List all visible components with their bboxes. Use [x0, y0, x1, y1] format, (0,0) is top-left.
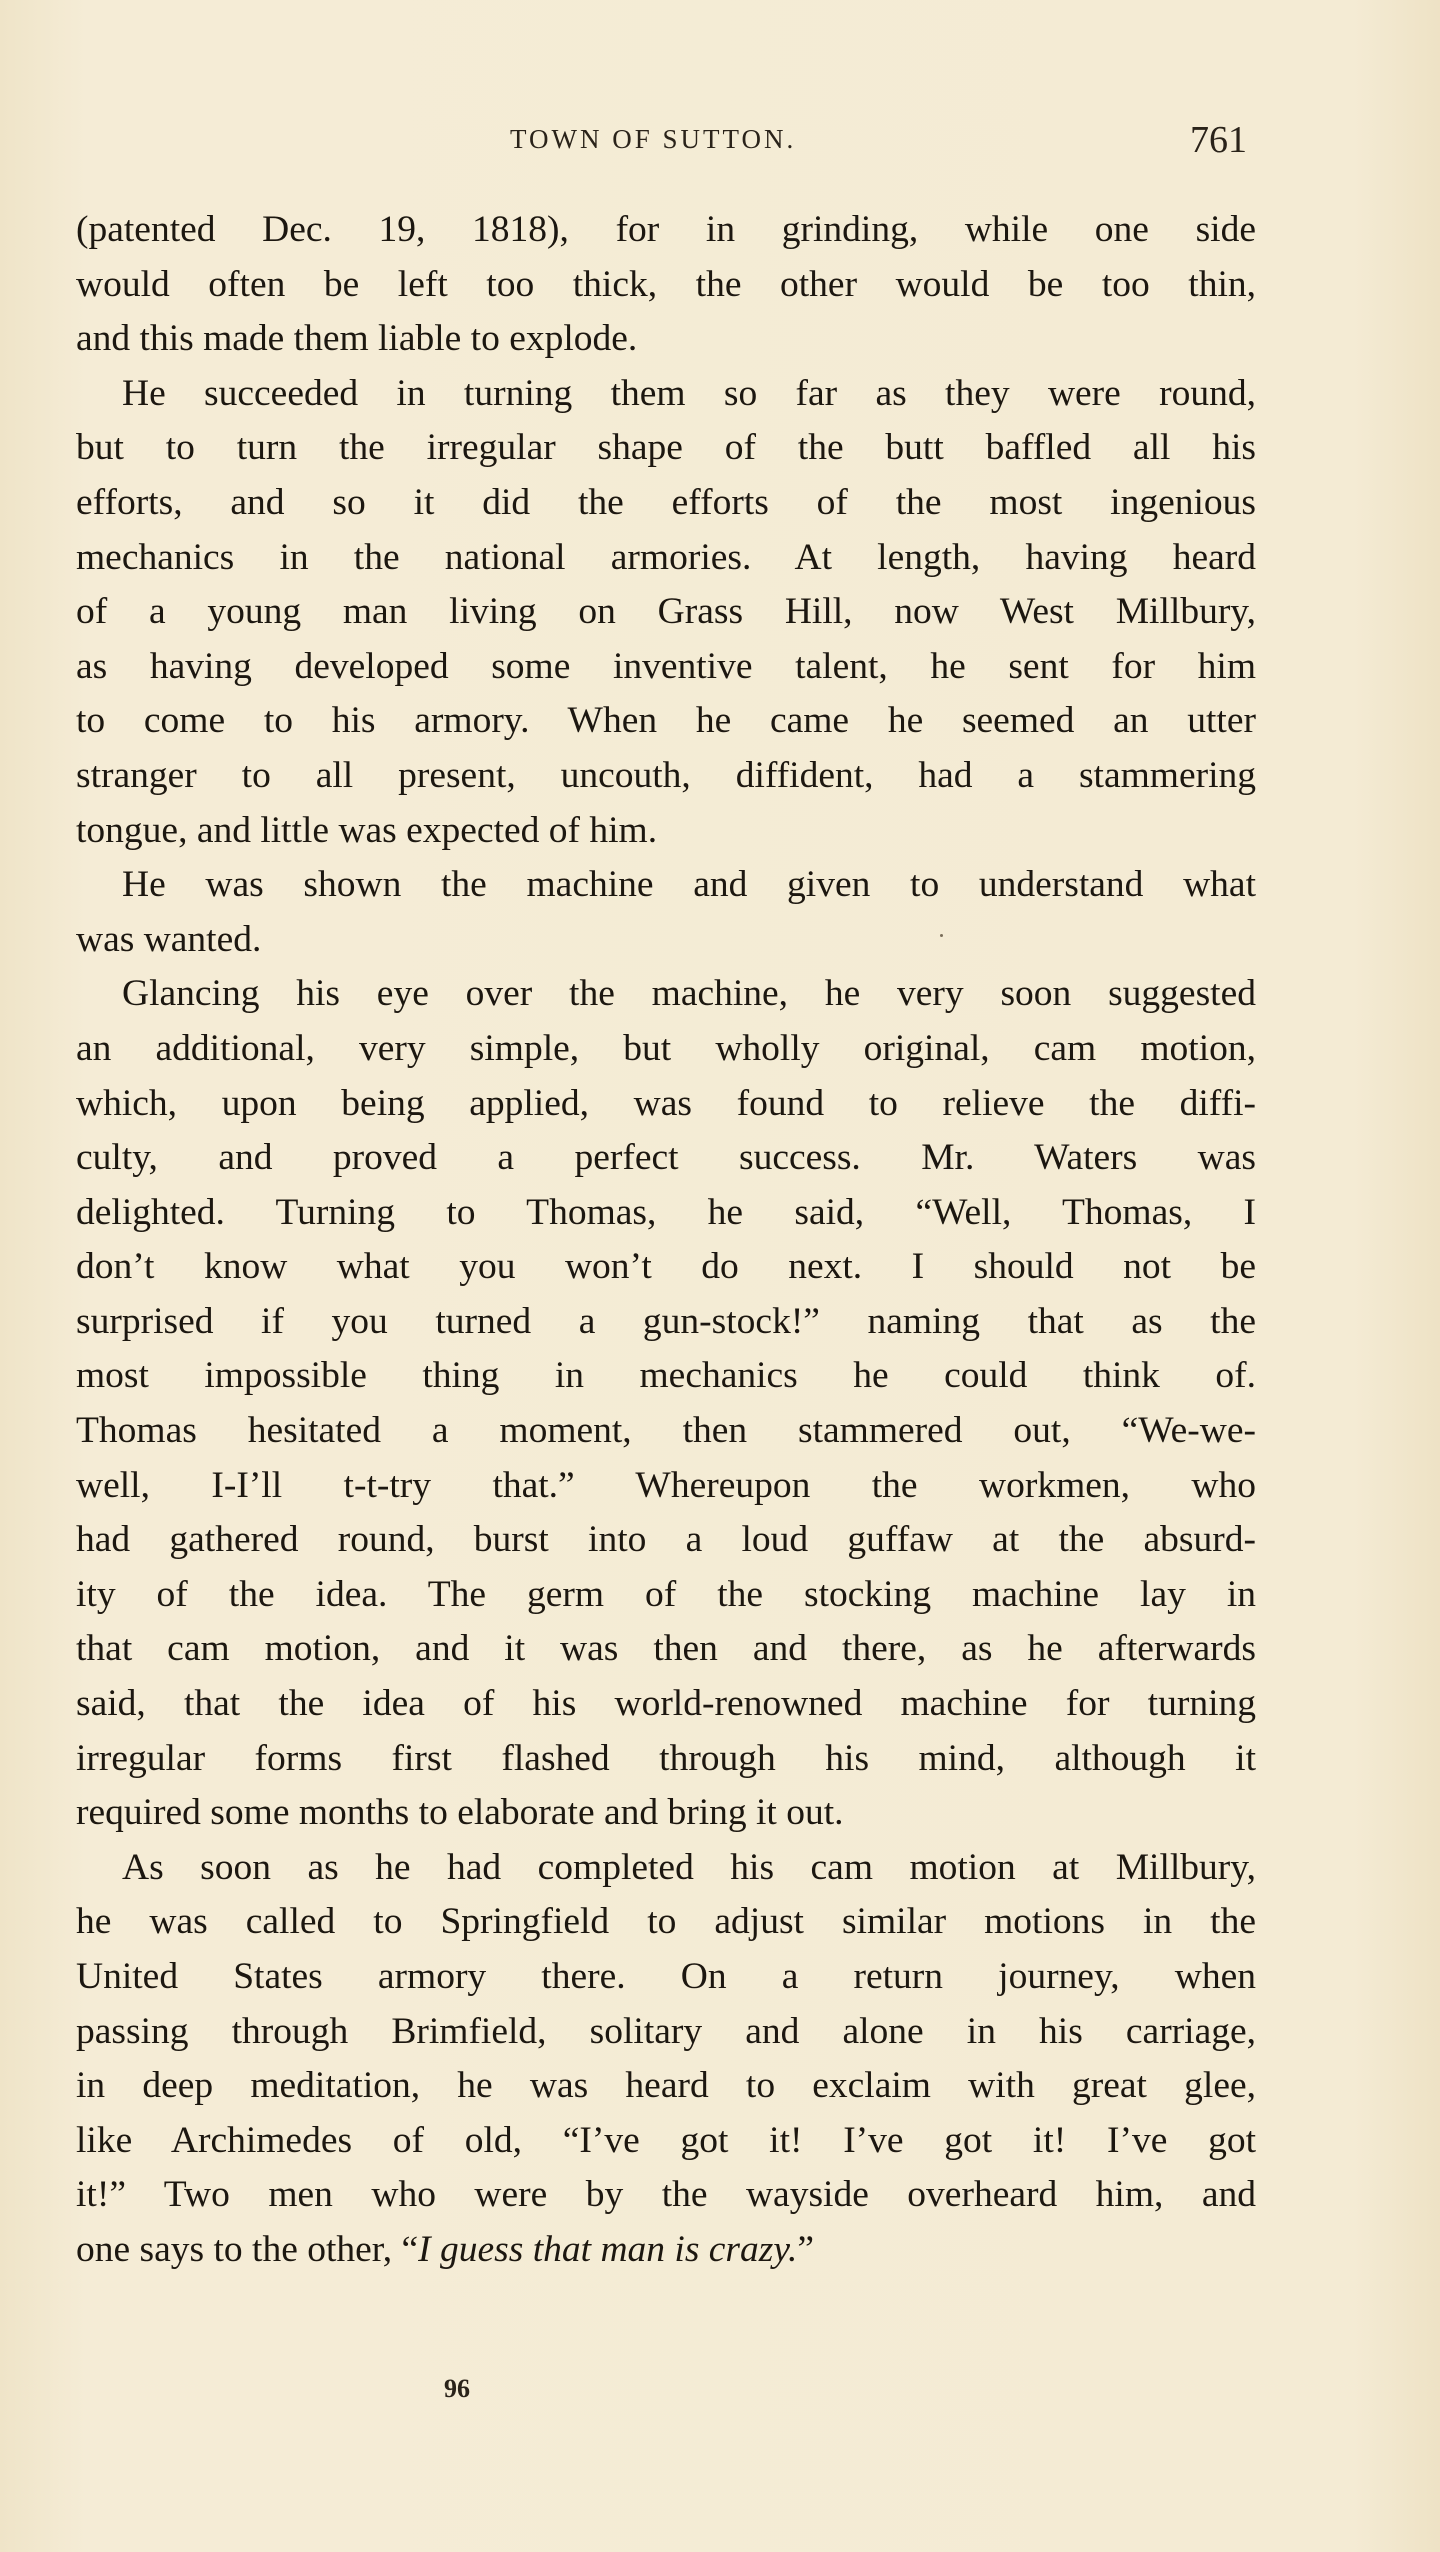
body-text: [76, 203, 1256, 2278]
text-line: Thomas hesitated a moment, then stammered out, “We-we-: [76, 1410, 1256, 1452]
final-line-prefix: one says to the other, “: [76, 2228, 419, 2270]
text-line: surprised if you turned a gun-stock!” naming that as the: [76, 1300, 1256, 1342]
text-line: well, I-I’ll t-t-try that.” Whereupon the workmen, who: [76, 1464, 1256, 1506]
text-line: stranger to all present, uncouth, diffident, had a stammering: [76, 754, 1256, 796]
text-line: He succeeded in turning them so far as they were round,: [122, 372, 1256, 414]
text-line: Glancing his eye over the machine, he very soon suggested: [122, 973, 1256, 1015]
text-line: as having developed some inventive talent, he sent for him: [76, 645, 1256, 687]
paper-speck: [940, 934, 943, 937]
text-line: said, that the idea of his world-renowned machine for turning: [76, 1683, 1256, 1725]
text-line: He was shown the machine and given to understand what: [122, 864, 1256, 906]
text-line: efforts, and so it did the efforts of the most ingenious: [76, 481, 1256, 523]
text-line: had gathered round, burst into a loud guffaw at the absurd-: [76, 1519, 1256, 1561]
text-line: like Archimedes of old, “I’ve got it! I’ve got it! I’ve got: [76, 2119, 1256, 2161]
quoted-italic: I guess that man is crazy.: [418, 2228, 798, 2270]
text-line: required some months to elaborate and bring it out.: [76, 1792, 844, 1834]
text-line: an additional, very simple, but wholly original, cam motion,: [76, 1027, 1256, 1069]
text-line: don’t know what you won’t do next. I should not be: [76, 1246, 1256, 1288]
text-line: of a young man living on Grass Hill, now West Millbury,: [76, 591, 1256, 633]
text-line: and this made them liable to explode.: [76, 318, 638, 360]
text-line: in deep meditation, he was heard to exclaim with great glee,: [76, 2065, 1256, 2107]
text-line: he was called to Springfield to adjust similar motions in the: [76, 1901, 1256, 1943]
text-line: but to turn the irregular shape of the butt baffled all his: [76, 427, 1256, 469]
signature-mark: 96: [444, 2374, 470, 2403]
text-line: United States armory there. On a return journey, when: [76, 1956, 1256, 1997]
page-number: 761: [1190, 119, 1247, 161]
text-line: which, upon being applied, was found to relieve the diffi-: [76, 1082, 1256, 1124]
text-line: irregular forms first flashed through his mind, although it: [76, 1737, 1256, 1779]
text-line: ity of the idea. The germ of the stocking machine lay in: [76, 1573, 1256, 1615]
text-line: it!” Two men who were by the wayside overheard him, and: [76, 2174, 1256, 2216]
text-line: tongue, and little was expected of him.: [76, 809, 658, 851]
text-line: that cam motion, and it was then and there, as he afterwards: [76, 1628, 1256, 1670]
text-line: most impossible thing in mechanics he could think of.: [76, 1355, 1256, 1397]
final-line-suffix: ”: [797, 2228, 814, 2270]
text-line: would often be left too thick, the other would be too thin,: [76, 263, 1256, 305]
running-head: [0, 118, 1440, 168]
text-line: to come to his armory. When he came he seemed an utter: [76, 700, 1256, 742]
running-title: TOWN OF SUTTON.: [510, 124, 797, 154]
text-line: was wanted.: [76, 918, 262, 960]
text-line: As soon as he had completed his cam motion at Millbury,: [122, 1846, 1256, 1888]
text-line: culty, and proved a perfect success. Mr. Waters was: [76, 1137, 1256, 1179]
text-line: mechanics in the national armories. At length, having heard: [76, 536, 1256, 578]
text-line: (patented Dec. 19, 1818), for in grinding, while one side: [76, 209, 1256, 250]
text-line: passing through Brimfield, solitary and alone in his carriage,: [76, 2010, 1256, 2052]
text-line: delighted. Turning to Thomas, he said, “Well, Thomas, I: [76, 1191, 1256, 1233]
text-line-final: [76, 2223, 1256, 2278]
